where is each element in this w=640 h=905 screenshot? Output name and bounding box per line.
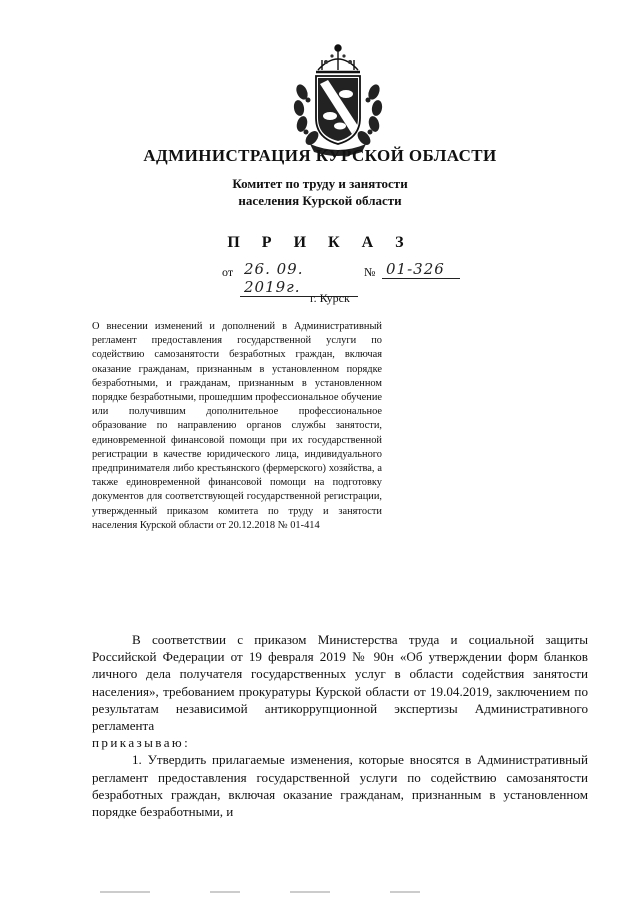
committee-name-line-2: населения Курской области [238,193,402,208]
number-prefix: № [364,265,376,279]
city: г. Курск [310,291,350,305]
clause-1: 1. Утвердить прилагаемые изменения, которые вносятся в Административный регламент предоставления государственной услуги по содействию самозанятости безработных граждан, включая оказание гражданам, признанным в установленном порядке безработными, и [92,752,588,820]
handwritten-date: 26. 09. 2019г. [240,260,358,297]
date-prefix: от [222,265,234,279]
order-subject: О внесении изменений и дополнений в Административный регламент предоставления государственной услуги по содействию самозанятости безработных граждан, включая оказание гражданам, признанным в установленном порядке безработными, и гражданам, признанным в установленном порядке безработными, прошедшим профессиональное обучение или получившим дополнительное профессиональное образование по направлению органов службы занятости, единовременной финансовой помощи при их государственной регистрации в качестве юридического лица, индивидуального предпринимателя либо крестьянского (фермерского) хозяйства, а также единовременной финансовой помощи на подготовку документов для соответствующей государственной регистрации, утвержденный приказом комитета по труду и занятости населения Курской области от 20.12.2018 № 01-414 [92,321,382,531]
handwritten-number: 01-326 [382,260,460,279]
order-word: приказываю: [92,735,191,751]
committee-name [0,175,640,209]
coat-of-arms-icon [288,40,388,158]
scan-artifact-marks [90,888,490,896]
date-number-line [222,260,472,296]
order-body [92,631,588,820]
preamble-paragraph [92,631,588,734]
organization-title: АДМИНИСТРАЦИЯ КУРСКОЙ ОБЛАСТИ [143,146,497,165]
committee-name-line-1: Комитет по труду и занятости [232,176,408,191]
preamble-text: В соответствии с приказом Министерства труда и социальной защиты Российской Федерации от 19 февраля 2019 № 90н «Об утверждении форм бланков личного дела получателя государственных услуг в области содействия занятости населения», требованием прокуратуры Курской области от 19.04.2019, заключением по результатам независимой антикоррупционной экспертизы Административного регламента [92,632,588,734]
document-type: П Р И К А З [227,234,413,251]
